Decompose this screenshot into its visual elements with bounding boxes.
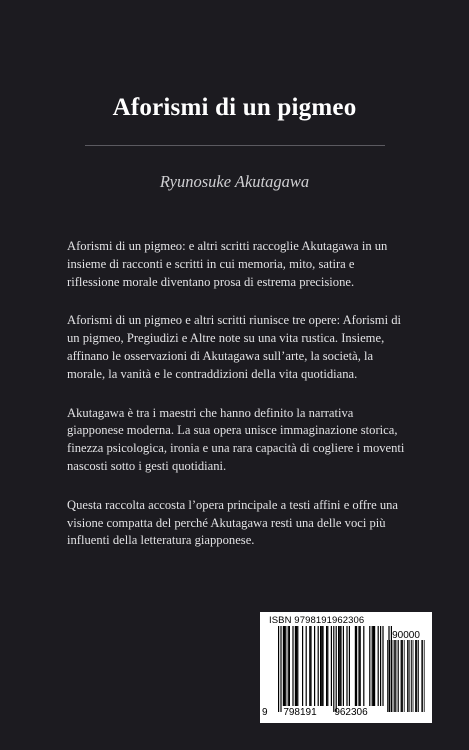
barcode-bar	[297, 626, 298, 706]
barcode-addon-bar	[424, 640, 425, 712]
barcode-bar	[356, 626, 357, 706]
barcode-addon-bar	[401, 640, 402, 712]
book-author: Ryunosuke Akutagawa	[159, 172, 310, 191]
barcode-bar	[309, 626, 310, 706]
barcode-bar	[349, 626, 350, 706]
isbn-label: ISBN 9798191962306	[269, 615, 365, 626]
barcode-bar	[373, 626, 374, 706]
barcode-addon-bar	[389, 640, 390, 712]
barcode-bar	[322, 626, 323, 706]
barcode-bar	[382, 626, 383, 706]
barcode-addon-bar	[389, 640, 390, 712]
barcode-addon-bar	[415, 640, 416, 712]
isbn-barcode	[260, 612, 432, 723]
barcode-addon-bar	[411, 640, 412, 712]
barcode-bar	[378, 626, 379, 706]
barcode-bar	[346, 626, 347, 706]
barcode-digits-right: 962306	[334, 707, 368, 718]
barcode-bar	[306, 626, 307, 706]
barcode-bar	[326, 626, 327, 706]
barcode-bar	[284, 626, 285, 706]
barcode-bar	[302, 626, 303, 706]
barcode-bar	[355, 626, 356, 706]
barcode-addon-price: 90000	[392, 630, 420, 641]
barcode-addon-bar	[418, 640, 419, 712]
barcode-guard-bar	[336, 626, 337, 712]
barcode-guard-bar	[333, 626, 334, 712]
barcode-bar	[338, 626, 339, 706]
barcode-bar	[374, 626, 375, 706]
barcode-bar	[380, 626, 381, 706]
barcode-guard-bar	[280, 626, 281, 712]
barcode-addon-bar	[416, 640, 417, 712]
blurb-paragraph-2: Aforismi di un pigmeo e altri scritti riunisce tre opere: Aforismi di un pigmeo, Pregiudizi e Altre note su una vita rustica. Insieme, affinano le osservazioni di Akutagawa sull’arte, la società, la morale, la vanità e le contraddizioni della vita quotidiana.	[67, 313, 402, 381]
barcode-addon-bar	[395, 640, 396, 712]
barcode-bar	[321, 626, 322, 706]
book-title: Aforismi di un pigmeo	[112, 94, 357, 121]
blurb	[67, 238, 407, 571]
barcode-addon-bar	[398, 640, 399, 712]
barcode-digit-first: 9	[262, 707, 268, 718]
barcode-bar	[360, 626, 361, 706]
title-divider	[85, 145, 385, 146]
barcode-bar	[285, 626, 286, 706]
barcode-bar	[339, 626, 340, 706]
barcode-guard-bar	[278, 626, 279, 712]
barcode-bar	[295, 626, 296, 706]
barcode-bar	[331, 626, 332, 706]
barcode-digits-left: 798191	[283, 707, 317, 718]
barcode-bar	[363, 626, 364, 706]
barcode-addon-bar	[394, 640, 395, 712]
barcode-bar	[314, 626, 315, 706]
barcode-addon-bar	[402, 640, 403, 712]
barcode-addon-bar	[417, 640, 418, 712]
blurb-paragraph-3: Akutagawa è tra i maestri che hanno definito la narrativa giapponese moderna. La sua opera unisce immaginazione storica, finezza psicologica, ironia e una rara capacità di cogliere i moventi nascosti sotto i gesti quotidiani.	[67, 405, 405, 473]
blurb-paragraph-4: Questa raccolta accosta l’opera principale a testi affini e offre una visione compatta del perché Akutagawa resti una delle voci più influenti della letteratura giapponese.	[67, 497, 399, 548]
barcode-bar	[358, 626, 359, 706]
barcode-addon-bar	[387, 640, 388, 712]
barcode-addon-bar	[401, 640, 402, 712]
barcode-bar	[310, 626, 311, 706]
barcode-bar	[318, 626, 319, 706]
barcode-addon-bar	[393, 640, 394, 712]
barcode-addon-bar	[407, 640, 408, 712]
barcode-bar	[372, 626, 373, 706]
barcode-bar	[343, 626, 344, 706]
barcode-bar	[283, 626, 284, 706]
barcode-bar	[292, 626, 293, 706]
barcode-bar	[369, 626, 370, 706]
barcode-addon-bar	[397, 640, 398, 712]
barcode-addon-bar	[413, 640, 414, 712]
barcode-bar	[327, 626, 328, 706]
barcode-bar	[296, 626, 297, 706]
blurb-paragraph-1: Aforismi di un pigmeo: e altri scritti raccoglie Akutagawa in un insieme di racconti e scritti in cui memoria, mito, satira e riflessione morale diventano prosa di estrema precisione.	[67, 239, 388, 289]
barcode-bar	[320, 626, 321, 706]
barcode-bar	[288, 626, 289, 706]
barcode-bar	[340, 626, 341, 706]
barcode-bar	[289, 626, 290, 706]
barcode-addon-bar	[408, 640, 409, 712]
barcode-addon-bar	[421, 640, 422, 712]
barcode-addon-bar	[422, 640, 423, 712]
barcode-addon-bar	[404, 640, 405, 712]
barcode-addon-bar	[409, 640, 410, 712]
